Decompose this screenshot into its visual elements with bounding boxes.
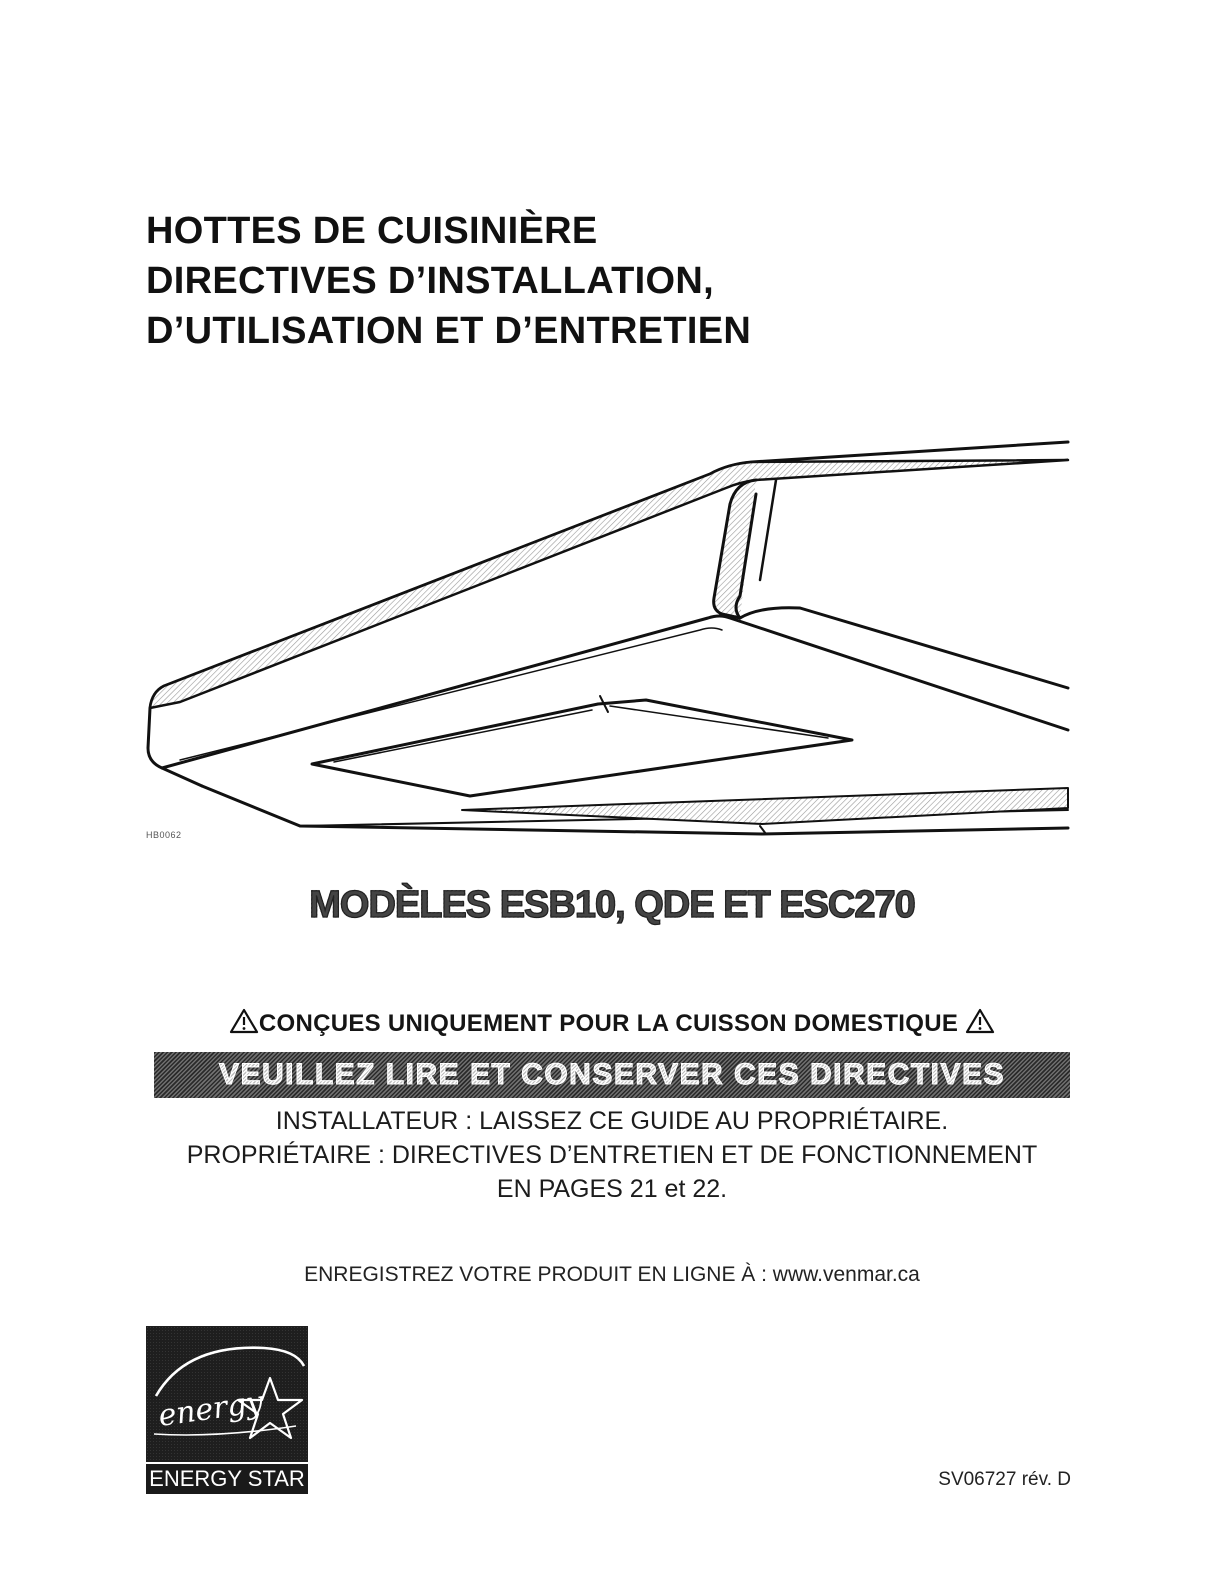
document-title <box>146 206 1046 356</box>
figure-code: HB0062 <box>146 830 182 840</box>
energy-star-label: ENERGY STAR <box>146 1462 308 1494</box>
title-line-2: DIRECTIVES D’INSTALLATION, <box>146 260 714 302</box>
banner-text: VEUILLEZ LIRE ET CONSERVER CES DIRECTIVES <box>218 1058 1006 1091</box>
register-product-line: ENREGISTREZ VOTRE PRODUIT EN LIGNE À : www.venmar.ca <box>304 1263 920 1286</box>
warning-triangle-icon <box>229 1008 259 1034</box>
title-line-1: HOTTES DE CUISINIÈRE <box>146 210 598 252</box>
models-title <box>0 884 1224 927</box>
domestic-notice <box>0 1008 1224 1038</box>
instruction-line-2: PROPRIÉTAIRE : DIRECTIVES D’ENTRETIEN ET DE FONCTIONNEMENT <box>186 1141 1038 1169</box>
warning-triangle-icon <box>965 1008 995 1034</box>
energy-script-text: energy <box>156 1384 266 1434</box>
instruction-line-1: INSTALLATEUR : LAISSEZ CE GUIDE AU PROPRIÉTAIRE. <box>275 1107 949 1135</box>
document-reference: SV06727 rév. D <box>938 1469 1071 1490</box>
energy-star-logo <box>146 1326 308 1494</box>
instruction-line-3: EN PAGES 21 et 22. <box>496 1175 728 1203</box>
installer-owner-instructions <box>0 1104 1224 1206</box>
domestic-notice-text: CONÇUES UNIQUEMENT POUR LA CUISSON DOMESTIQUE <box>258 1010 959 1037</box>
title-line-3: D’UTILISATION ET D’ENTRETIEN <box>146 310 752 352</box>
read-and-keep-banner <box>154 1052 1070 1098</box>
energy-star-emblem <box>146 1326 308 1464</box>
range-hood-illustration <box>140 430 1080 850</box>
models-title-text: MODÈLES ESB10, QDE ET ESC270 <box>309 884 915 926</box>
